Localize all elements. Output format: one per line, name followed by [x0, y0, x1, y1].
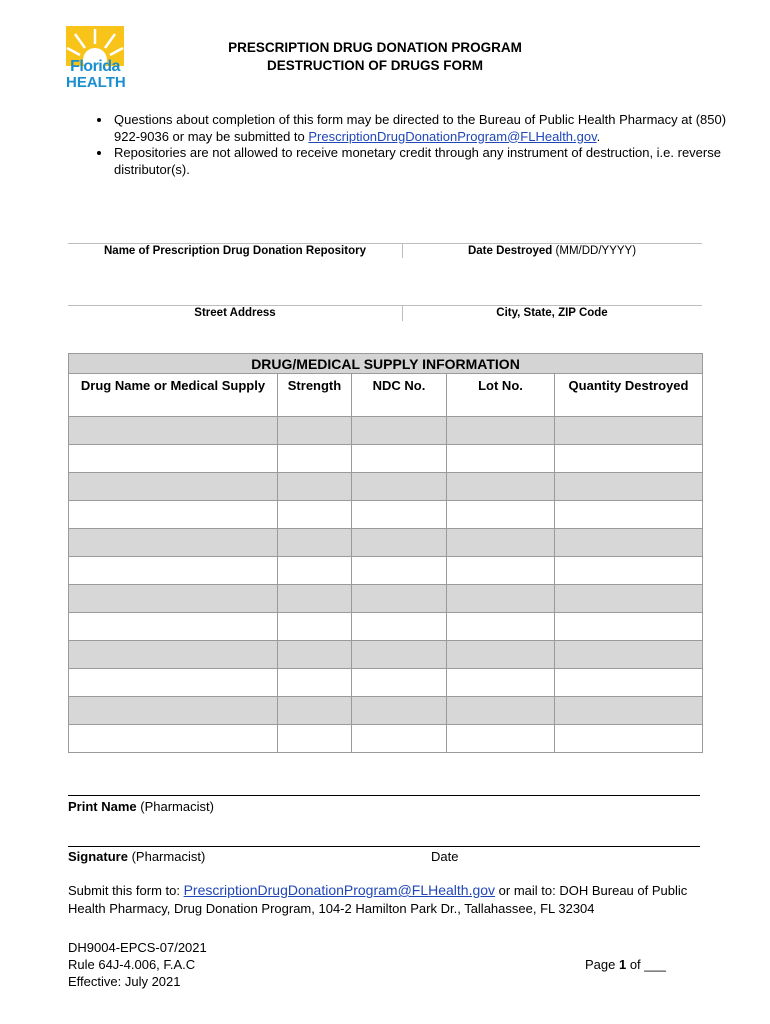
table-cell[interactable] [555, 445, 703, 473]
table-cell[interactable] [447, 613, 555, 641]
table-cell[interactable] [69, 557, 278, 585]
table-cell[interactable] [352, 529, 447, 557]
table-cell[interactable] [69, 613, 278, 641]
table-cell[interactable] [447, 501, 555, 529]
table-row [69, 529, 703, 557]
table-cell[interactable] [447, 669, 555, 697]
table-cell[interactable] [278, 557, 352, 585]
date-format-hint: (MM/DD/YYYY) [555, 245, 637, 257]
table-row [69, 669, 703, 697]
table-cell[interactable] [69, 669, 278, 697]
repository-field-line[interactable] [68, 243, 702, 244]
rule-reference: Rule 64J-4.006, F.A.C [68, 957, 196, 972]
table-cell[interactable] [278, 501, 352, 529]
drug-supply-table [68, 353, 703, 753]
table-cell[interactable] [555, 529, 703, 557]
instruction-item [112, 145, 752, 178]
form-title: PRESCRIPTION DRUG DONATION PROGRAM [228, 40, 522, 55]
florida-health-logo [66, 26, 124, 92]
column-header-quantity: Quantity Destroyed [555, 374, 703, 417]
table-cell[interactable] [278, 641, 352, 669]
contact-email-link[interactable]: PrescriptionDrugDonationProgram@FLHealth.gov [308, 128, 597, 144]
column-header-drug-name: Drug Name or Medical Supply [69, 374, 278, 417]
column-header-ndc: NDC No. [352, 374, 447, 417]
street-address-label: Street Address [194, 307, 276, 319]
table-row [69, 445, 703, 473]
table-cell[interactable] [555, 697, 703, 725]
table-cell[interactable] [555, 613, 703, 641]
table-cell[interactable] [447, 417, 555, 445]
table-cell[interactable] [555, 585, 703, 613]
table-row [69, 613, 703, 641]
effective-date: Effective: July 2021 [68, 974, 181, 989]
table-cell[interactable] [278, 613, 352, 641]
signature-label: Signature (Pharmacist) [68, 849, 206, 864]
table-cell[interactable] [555, 641, 703, 669]
table-cell[interactable] [352, 445, 447, 473]
repository-name-label: Name of Prescription Drug Donation Repository [104, 245, 366, 257]
table-cell[interactable] [555, 557, 703, 585]
table-cell[interactable] [555, 473, 703, 501]
table-cell[interactable] [69, 641, 278, 669]
table-row [69, 697, 703, 725]
column-header-lot: Lot No. [447, 374, 555, 417]
table-cell[interactable] [352, 725, 447, 753]
table-cell[interactable] [278, 445, 352, 473]
table-cell[interactable] [447, 725, 555, 753]
date-destroyed-label: Date Destroyed (MM/DD/YYYY) [467, 245, 637, 257]
table-cell[interactable] [447, 445, 555, 473]
table-row [69, 417, 703, 445]
table-cell[interactable] [447, 641, 555, 669]
page-number: Page 1 of ___ [585, 957, 666, 972]
table-cell[interactable] [69, 585, 278, 613]
table-cell[interactable] [69, 501, 278, 529]
table-cell[interactable] [69, 473, 278, 501]
table-cell[interactable] [352, 585, 447, 613]
instruction-text: Questions about completion of this form may be directed to the Bureau of Public Health Pharmacy at (850) 922-9036 or may be submitted to [114, 112, 727, 144]
table-cell[interactable] [352, 697, 447, 725]
print-name-label: Print Name (Pharmacist) [68, 799, 214, 814]
instruction-item: • Questions about completion of this form may be directed to the Bureau of Public Health Pharmacy at (850) 922-9036 or may be submitted to PrescriptionDrugDonationProgram@FLHealth.gov. [112, 112, 752, 145]
form-subtitle: DESTRUCTION OF DRUGS FORM [267, 58, 483, 73]
table-row [69, 585, 703, 613]
table-cell[interactable] [69, 445, 278, 473]
logo-text-florida: Florida [70, 58, 120, 75]
table-cell[interactable] [352, 613, 447, 641]
table-row [69, 473, 703, 501]
table-row [69, 641, 703, 669]
table-cell[interactable] [352, 669, 447, 697]
submit-instructions: Submit this form to: PrescriptionDrugDonationProgram@FLHealth.gov or mail to: DOH Bureau of Public Health Pharmacy, Drug Donation Program, 104-2 Hamilton Park Dr., Tallahassee, FL 32304 [68, 882, 688, 916]
table-cell[interactable] [447, 557, 555, 585]
table-cell[interactable] [447, 585, 555, 613]
table-cell[interactable] [352, 473, 447, 501]
table-cell[interactable] [278, 697, 352, 725]
table-row [69, 725, 703, 753]
table-cell[interactable] [555, 501, 703, 529]
table-cell[interactable] [278, 669, 352, 697]
address-field-line[interactable] [68, 305, 702, 306]
table-cell[interactable] [278, 417, 352, 445]
signature-line[interactable] [68, 846, 700, 847]
table-section-title: DRUG/MEDICAL SUPPLY INFORMATION [69, 354, 703, 374]
instruction-text: Repositories are not allowed to receive monetary credit through any instrument of destruction, i.e. reverse distributor(s). [114, 145, 721, 177]
city-state-zip-label: City, State, ZIP Code [496, 307, 608, 319]
signature-date-label: Date [431, 849, 459, 864]
table-cell[interactable] [555, 725, 703, 753]
table-cell[interactable] [555, 669, 703, 697]
table-cell[interactable] [69, 725, 278, 753]
table-row [69, 501, 703, 529]
table-row [69, 557, 703, 585]
logo-text-health: HEALTH [66, 74, 126, 91]
form-id: DH9004-EPCS-07/2021 [68, 940, 207, 955]
instructions-list [68, 112, 752, 178]
table-cell[interactable] [278, 473, 352, 501]
submit-email-link[interactable]: PrescriptionDrugDonationProgram@FLHealth.gov [183, 882, 496, 898]
table-cell[interactable] [352, 501, 447, 529]
table-cell[interactable] [278, 529, 352, 557]
table-cell[interactable] [352, 417, 447, 445]
table-cell[interactable] [447, 697, 555, 725]
table-cell[interactable] [352, 641, 447, 669]
table-cell[interactable] [69, 529, 278, 557]
table-cell[interactable] [69, 417, 278, 445]
table-cell[interactable] [447, 473, 555, 501]
table-cell[interactable] [555, 417, 703, 445]
table-cell[interactable] [447, 529, 555, 557]
table-cell[interactable] [278, 725, 352, 753]
print-name-line[interactable] [68, 795, 700, 796]
table-cell[interactable] [352, 557, 447, 585]
column-header-strength: Strength [278, 374, 352, 417]
table-cell[interactable] [69, 697, 278, 725]
table-cell[interactable] [278, 585, 352, 613]
